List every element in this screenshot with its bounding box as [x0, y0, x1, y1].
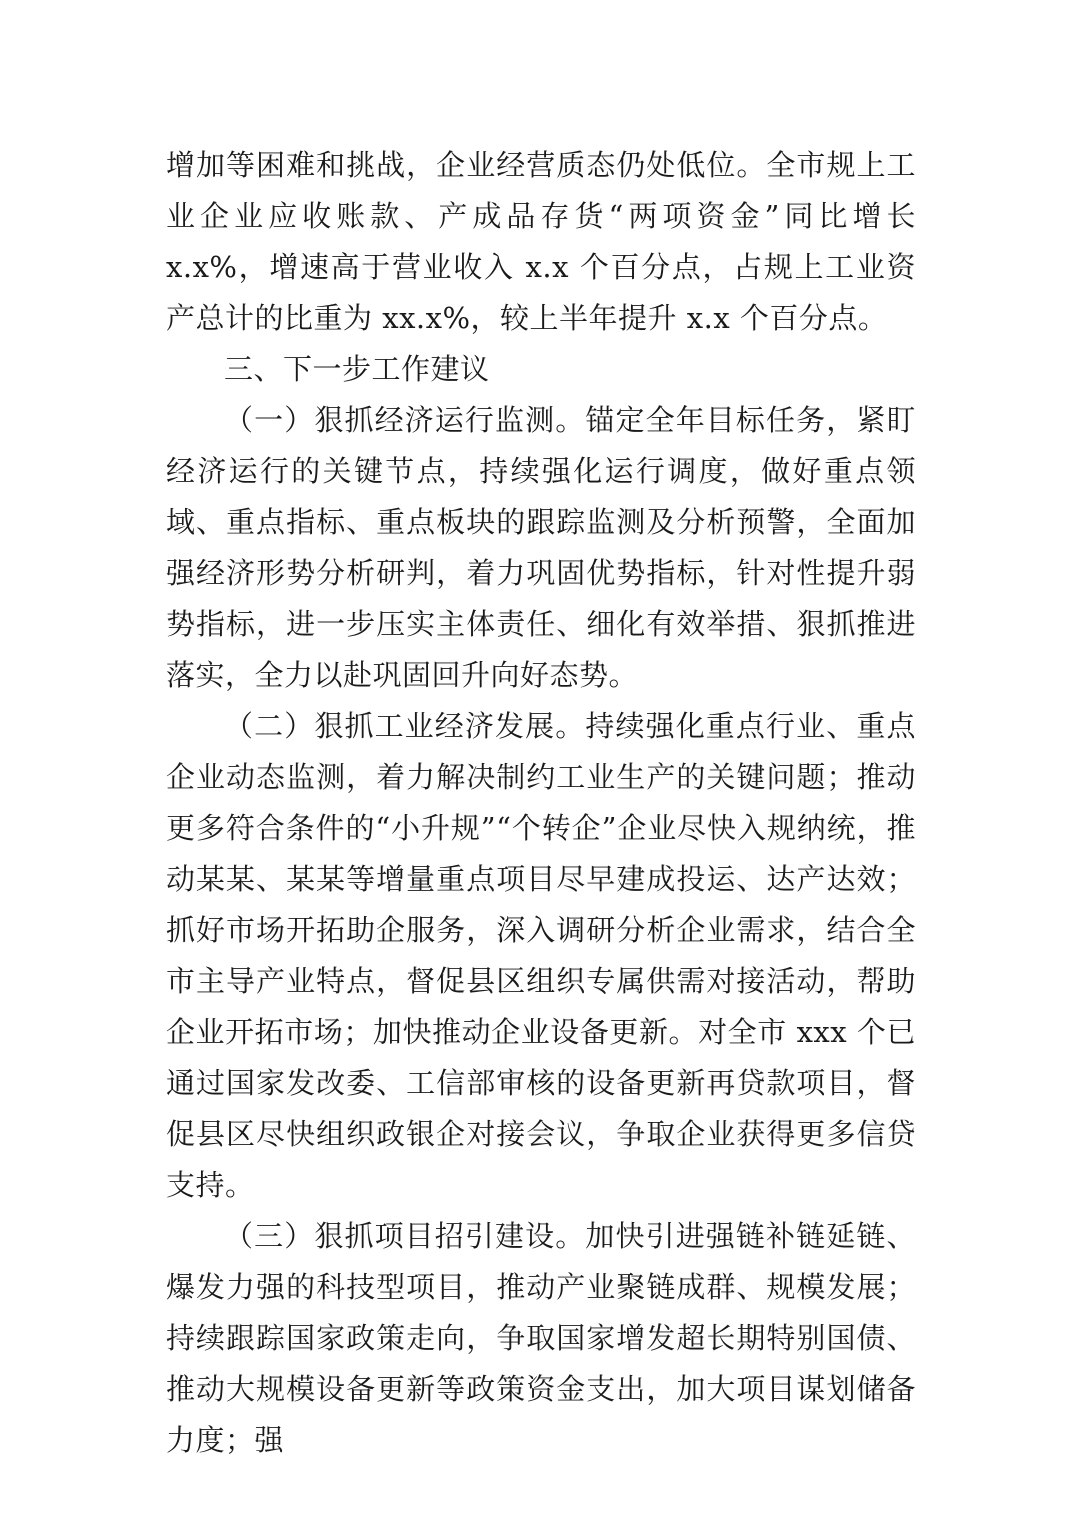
paragraph-continuation: 增加等困难和挑战，企业经营质态仍处低位。全市规上工业企业应收账款、产成品存货“两项资金”同比增长 x.x%，增速高于营业收入 x.x 个百分点，占规上工业资产总计的比重为 xx.x%，较上半年提升 x.x 个百分点。: [166, 148, 916, 335]
paragraph-economic-monitoring: （一）狠抓经济运行监测。锚定全年目标任务，紧盯经济运行的关键节点，持续强化运行调度，做好重点领域、重点指标、重点板块的跟踪监测及分析预警，全面加强经济形势分析研判，着力巩固优势指标，针对性提升弱势指标，进一步压实主体责任、细化有效举措、狠抓推进落实，全力以赴巩固回升向好态势。: [166, 403, 916, 692]
paragraph-project-attraction: （三）狠抓项目招引建设。加快引进强链补链延链、爆发力强的科技型项目，推动产业聚链成群、规模发展；持续跟踪国家政策走向，争取国家增发超长期特别国债、推动大规模设备更新等政策资金支出，加大项目谋划储备力度；强: [166, 1219, 916, 1457]
section-heading: 三、下一步工作建议: [224, 352, 490, 386]
document-body: [166, 140, 916, 1466]
paragraph-industrial-development: （二）狠抓工业经济发展。持续强化重点行业、重点企业动态监测，着力解决制约工业生产的关键问题；推动更多符合条件的“小升规”“个转企”企业尽快入规纳统，推动某某、某某等增量重点项目尽早建成投运、达产达效；抓好市场开拓助企服务，深入调研分析企业需求，结合全市主导产业特点，督促县区组织专属供需对接活动，帮助企业开拓市场；加快推动企业设备更新。对全市 xxx 个已通过国家发改委、工信部审核的设备更新再贷款项目，督促县区尽快组织政银企对接会议，争取企业获得更多信贷支持。: [166, 709, 916, 1202]
